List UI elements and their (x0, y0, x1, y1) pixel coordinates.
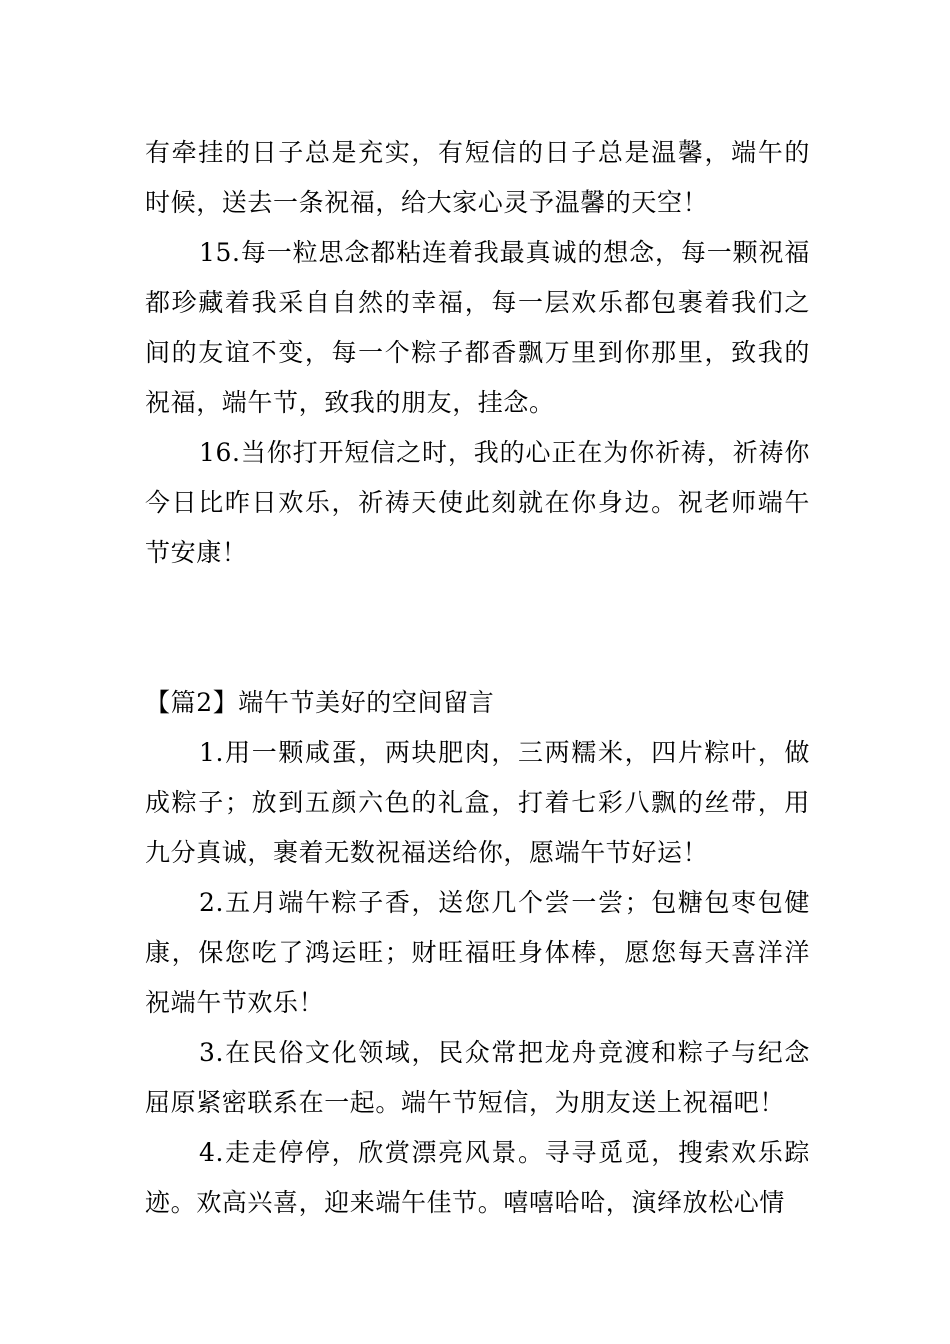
list-item: 16.当你打开短信之时，我的心正在为你祈祷，祈祷你今日比昨日欢乐，祈祷天使此刻就在你身边。祝老师端午节安康！ (145, 438, 810, 567)
section-title: 【篇2】端午节美好的空间留言 (145, 688, 495, 717)
continuation-paragraph: 有牵挂的日子总是充实，有短信的日子总是温馨，端午的时候，送去一条祝福，给大家心灵予温馨的天空！ (145, 138, 810, 217)
document-page (145, 128, 810, 1228)
section-spacer (145, 578, 810, 678)
list-item: 2.五月端午粽子香，送您几个尝一尝；包糖包枣包健康，保您吃了鸿运旺；财旺福旺身体棒，愿您每天喜洋洋祝端午节欢乐！ (145, 888, 810, 1017)
list-item: 4.走走停停，欣赏漂亮风景。寻寻觅觅，搜索欢乐踪迹。欢高兴喜，迎来端午佳节。嘻嘻哈哈，演绎放松心情 (145, 1138, 810, 1217)
list-item: 1.用一颗咸蛋，两块肥肉，三两糯米，四片粽叶，做成粽子；放到五颜六色的礼盒，打着七彩八飘的丝带，用九分真诚，裹着无数祝福送给你，愿端午节好运！ (145, 738, 810, 867)
list-item: 15.每一粒思念都粘连着我最真诚的想念，每一颗祝福都珍藏着我采自自然的幸福，每一层欢乐都包裹着我们之间的友谊不变，每一个粽子都香飘万里到你那里，致我的祝福，端午节，致我的朋友，挂念。 (145, 238, 810, 417)
list-item: 3.在民俗文化领域，民众常把龙舟竞渡和粽子与纪念屈原紧密联系在一起。端午节短信，为朋友送上祝福吧！ (145, 1038, 810, 1117)
